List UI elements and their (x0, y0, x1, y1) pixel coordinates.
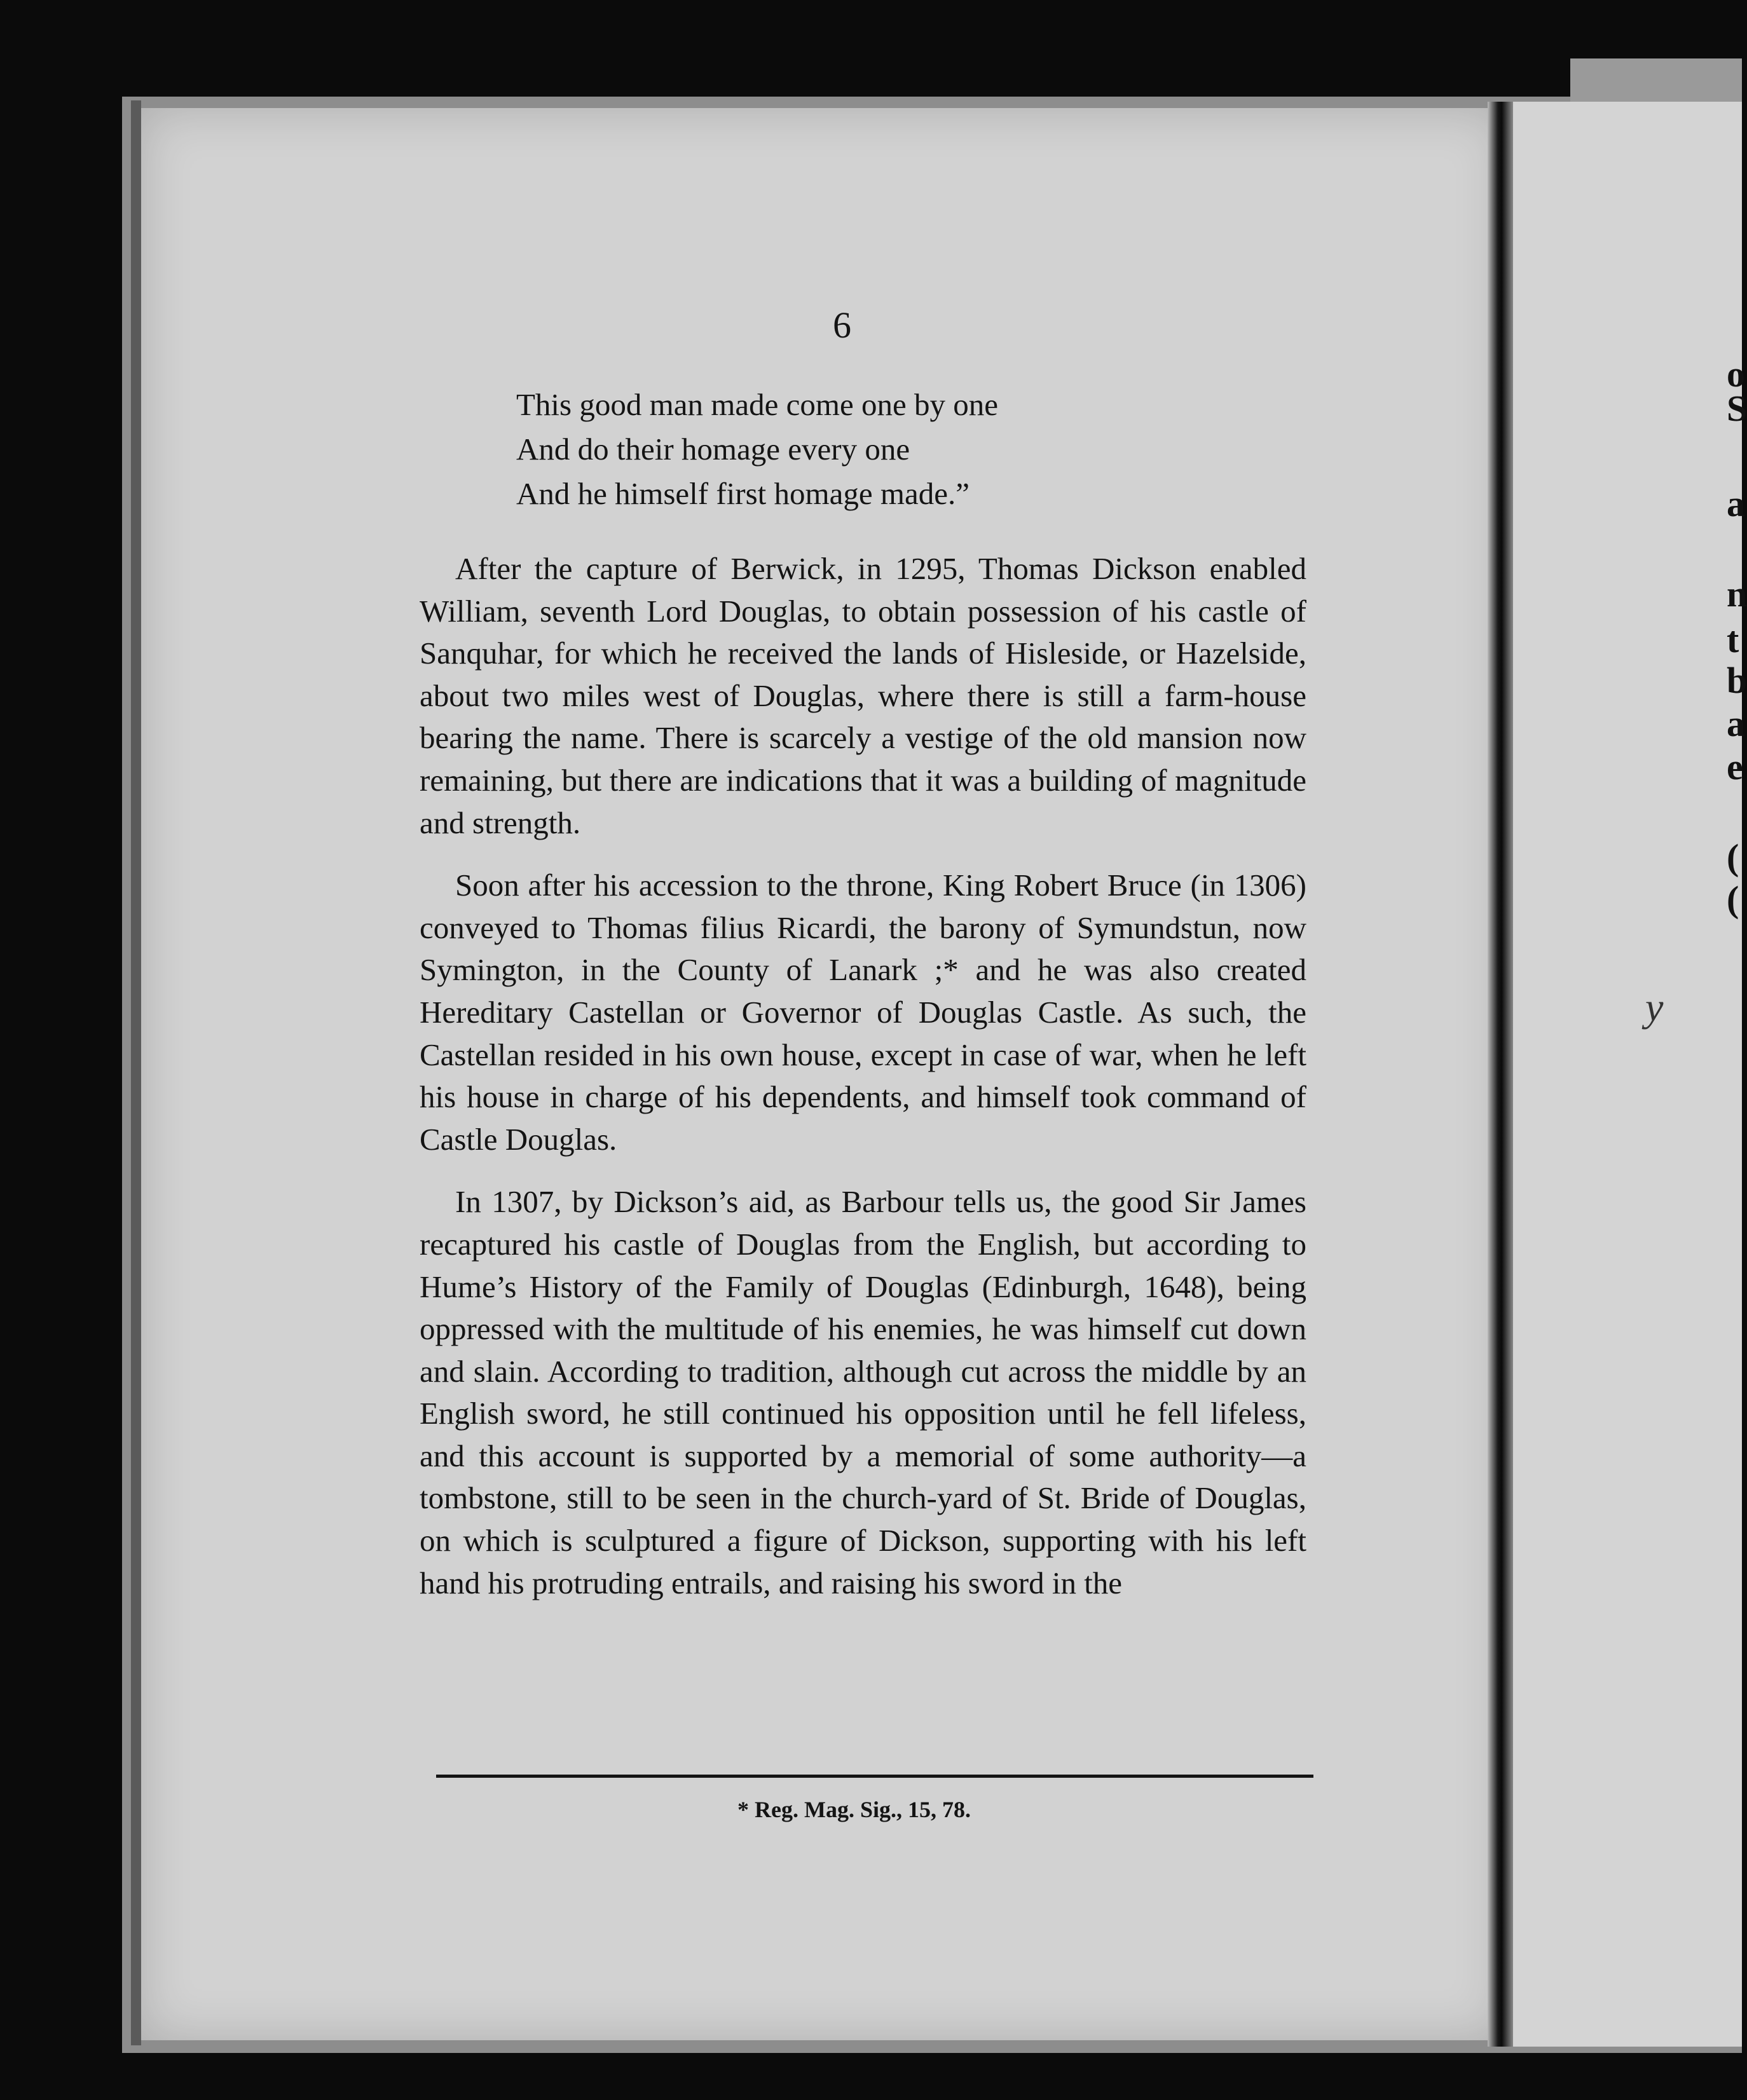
facing-letter: ( (1727, 836, 1739, 878)
footnote: * Reg. Mag. Sig., 15, 78. (737, 1797, 971, 1822)
facing-letter: S (1727, 388, 1747, 429)
facing-letter: ( (1727, 878, 1739, 920)
verse-line: This good man made come one by one (516, 387, 998, 422)
facing-letter: a (1727, 703, 1745, 744)
footnote-rule (436, 1775, 1313, 1778)
page-number: 6 (833, 304, 851, 346)
board-tab (1570, 58, 1742, 103)
paragraph: In 1307, by Dickson’s aid, as Barbour tells us, the good Sir James recaptured his castle of Douglas from the English, but according to Hume’s History of the Family of Douglas (Edinburgh, 1648), being oppressed with the multitude of his enemies, he was himself cut down and slain. According to tradition, although cut across the middle by an English sword, he still continued his opposition until he fell lifeless, and this account is supported by a memorial of some authority—a tombstone, still to be seen in the church-yard of St. Bride of Douglas, on which is sculptured a figure of Dickson, supporting with his left hand his protruding entrails, and raising his sword in the (420, 1184, 1306, 1600)
facing-letter: b (1727, 660, 1747, 701)
page-edge (131, 100, 141, 2045)
paragraph: Soon after his accession to the throne, King Robert Bruce (in 1306) conveyed to Thomas filius Ricardi, the barony of Symundstun, now Symington, in the County of Lanark ;* and he was also created Hereditary Castellan or Governor of Douglas Castle. As such, the Castellan resided in his own house, except in case of war, when he left his house in charge of his dependents, and himself took command of Castle Douglas. (420, 868, 1306, 1157)
book-gutter (1488, 102, 1513, 2047)
facing-letter: e (1727, 746, 1743, 788)
facing-letter: t (1727, 619, 1739, 660)
verse-line: And do their homage every one (516, 432, 910, 467)
verse-line: And he himself first homage made.” (516, 476, 970, 511)
facing-page (1513, 102, 1742, 2047)
paragraph: After the capture of Berwick, in 1295, Thomas Dickson enabled William, seventh Lord Douglas, to obtain possession of his castle of Sanquhar, for which he received the lands of Hisleside, or Hazelside, about two miles west of Douglas, where there is still a farm-house bearing the name. There is scarcely a vestige of the old mansion now remaining, but there are indications that it was a building of magnitude and strength. (420, 551, 1306, 840)
verse-quote (516, 383, 1279, 516)
body-text (420, 548, 1306, 1625)
facing-letter: n (1727, 573, 1747, 615)
facing-letter: a (1727, 483, 1745, 524)
handwritten-mark: y (1645, 985, 1664, 1030)
facing-letter: o (1727, 353, 1745, 395)
